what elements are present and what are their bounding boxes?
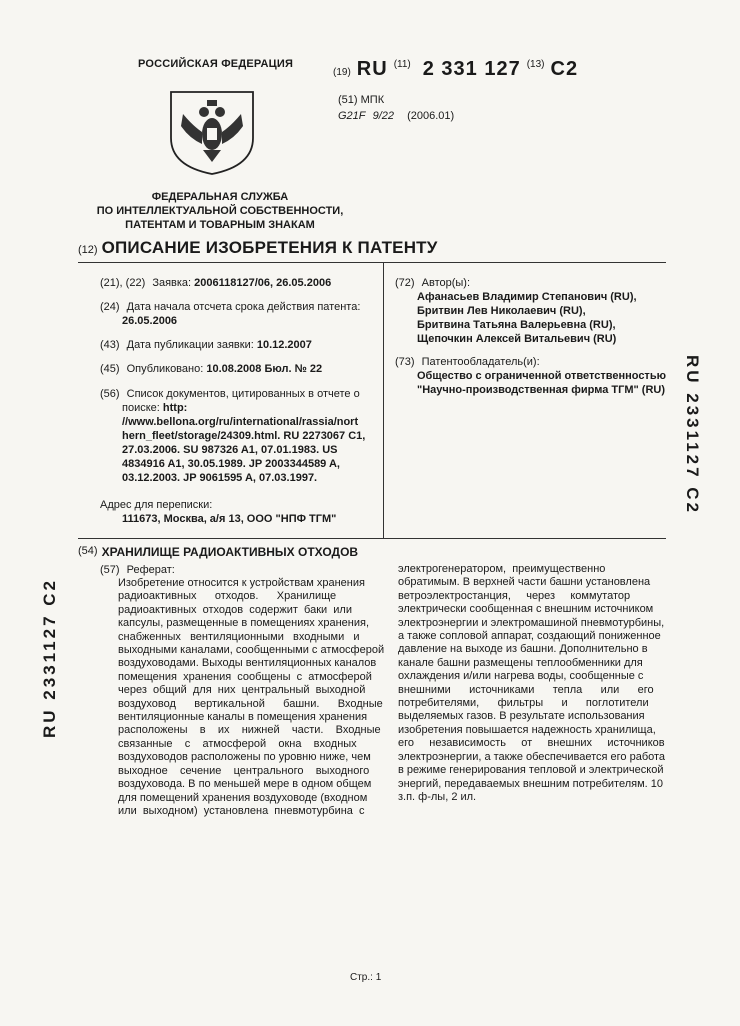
owner-line: "Научно-производственная фирма ТГМ" (RU)	[417, 384, 665, 396]
publication-number	[333, 58, 578, 81]
abstract-line: внешними источниками тепла или его	[398, 683, 654, 696]
inid-code-11: (11)	[393, 59, 411, 70]
field-published	[100, 362, 380, 376]
abstract-line: капсулы, размещенные в помещениях хранения,	[118, 617, 370, 630]
abstract-line: выходное сечение центрального выходного	[118, 764, 370, 777]
abstract-line: канале башни размещены теплообменники для	[398, 656, 643, 669]
agency-line: ФЕДЕРАЛЬНАЯ СЛУЖБА	[151, 191, 289, 203]
ipc-classification	[338, 92, 454, 124]
cited-value-line: 03.12.2003. JP 9061595 A, 07.03.1997.	[122, 472, 318, 484]
country-name: РОССИЙСКАЯ ФЕДЕРАЦИЯ	[138, 58, 294, 70]
inid-code-72: (72)	[395, 277, 415, 289]
ipc-version: (2006.01)	[407, 110, 455, 122]
abstract-line: помещения хранения сообщены с атмосферой	[118, 670, 372, 683]
author-name: Афанасьев Владимир Степанович (RU),	[417, 291, 637, 303]
inid-code-43: (43)	[100, 339, 120, 351]
abstract-line: электроэнергии и электромашиной пневмотурбины,	[398, 616, 665, 629]
abstract-line: радиоактивных отходов. Хранилище	[118, 590, 337, 603]
abstract-line: воздуховод вертикальной башни. Входные	[118, 697, 383, 710]
abstract-line: выходными каналами, сообщенными с атмосферой	[118, 644, 385, 657]
mpk-label: МПК	[360, 94, 385, 106]
abstract-line: снабженных вентиляционными входными и	[118, 630, 360, 643]
side-patent-code-right: RU 2331127 C2	[683, 355, 702, 515]
cited-value-line: 27.03.2006. SU 987326 A1, 07.01.1983. US	[122, 444, 338, 456]
abstract-right-column	[398, 563, 666, 804]
inid-code-56: (56)	[100, 388, 120, 400]
kind-code: C2	[550, 58, 579, 80]
abstract-line: воздуховода. В по меньшей мере в одном общем	[118, 778, 372, 791]
abstract-line: обратимым. В верхней части башни установлена	[398, 576, 651, 589]
column-divider	[383, 262, 384, 538]
cited-label-line: Список документов, цитированных в отчете о	[126, 388, 360, 400]
inid-code-24: (24)	[100, 301, 120, 313]
application-value: 2006118127/06, 26.05.2006	[194, 277, 332, 289]
inid-code-13: (13)	[526, 59, 545, 70]
abstract-line: з.п. ф-лы, 2 ил.	[398, 790, 477, 803]
abstract-line: воздуховодами. Выходы вентиляционных каналов	[118, 657, 377, 670]
agency-name	[80, 190, 360, 232]
abstract-line: в режиме генерирования тепловой и электрической	[398, 764, 664, 777]
term-start-value: 26.05.2006	[122, 315, 178, 327]
field-patent-owner	[395, 355, 667, 397]
country-code: RU	[356, 58, 388, 80]
field-correspondence-address	[100, 498, 382, 526]
abstract-line: а также сопловой аппарат, создающий пониженное	[398, 630, 661, 643]
ipc-group: 9/22	[372, 110, 394, 122]
invention-title-text: ХРАНИЛИЩЕ РАДИОАКТИВНЫХ ОТХОДОВ	[101, 545, 359, 559]
document-title-text: ОПИСАНИЕ ИЗОБРЕТЕНИЯ К ПАТЕНТУ	[101, 238, 438, 257]
cited-label-line: поиске:	[122, 402, 160, 414]
abstract-line: давление на выходе из башни. Дополнительно в	[398, 643, 648, 656]
cited-value-line: //www.bellona.org/ru/international/rassia/nort	[122, 416, 359, 428]
abstract-line: охлаждения и/или нагрева воды, сообщенные с	[398, 670, 644, 683]
publication-value: 10.12.2007	[256, 339, 312, 351]
abstract-line: или выходном) установлена пневмотурбина с	[118, 804, 365, 817]
page-number: Стр.: 1	[350, 972, 382, 983]
abstract-line: потребителями, фильтры и поглотители	[398, 697, 649, 710]
invention-title	[78, 545, 358, 559]
abstract-line: ветроэлектростанция, через коммутатор	[398, 589, 631, 602]
abstract-line: энергий, передаваемых внешним потребителям. 10	[398, 777, 663, 790]
russian-coat-of-arms-icon	[163, 86, 261, 176]
abstract-line: электрогенератором, преимущественно	[398, 563, 606, 575]
field-publication	[100, 338, 380, 352]
cited-value-line: hern_fleet/storage/24309.html. RU 2273067 C1,	[122, 430, 366, 442]
abstract-label: Реферат:	[126, 564, 175, 576]
inid-code-57: (57)	[100, 564, 120, 576]
inid-code-73: (73)	[395, 356, 415, 368]
patent-number: 2 331 127	[422, 58, 521, 80]
fields-divider	[78, 538, 666, 539]
field-authors	[395, 276, 665, 346]
owner-line: Общество с ограниченной ответственностью	[417, 370, 666, 382]
abstract-line: изобретения повышается надежность хранилища,	[398, 723, 656, 736]
inid-code-45: (45)	[100, 363, 120, 375]
abstract-line: для помещений хранения воздуховоде (входном	[118, 791, 368, 804]
abstract-line: электроэнергии, а также обеспечивается его работа	[398, 750, 666, 763]
inid-code-12: (12)	[78, 244, 98, 256]
abstract-line: через общий для них центральный выходной	[118, 684, 366, 697]
abstract-line: выделяемых газов. В результате использования	[398, 710, 645, 723]
abstract-line: воздуховодов расположены по уровню ниже, чем	[118, 751, 371, 764]
agency-line: ПО ИНТЕЛЛЕКТУАЛЬНОЙ СОБСТВЕННОСТИ,	[96, 205, 344, 217]
document-title	[78, 238, 438, 258]
abstract-line: радиоактивных отходов содержит баки или	[118, 603, 352, 616]
abstract-line: вентиляционные каналы в помещения хранения	[118, 711, 368, 724]
author-name: Бритвина Татьяна Валерьевна (RU),	[417, 319, 616, 331]
authors-label: Автор(ы):	[421, 277, 471, 289]
abstract-heading	[100, 563, 175, 577]
inid-code-19: (19)	[333, 67, 351, 78]
author-name: Бритвин Лев Николаевич (RU),	[417, 305, 586, 317]
author-name: Щепочкин Алексей Витальевич (RU)	[417, 333, 617, 345]
abstract-line: связанные с атмосферой окна входных	[118, 737, 357, 750]
abstract-line: электрически сообщенная с внешним источником	[398, 603, 654, 616]
term-start-label: Дата начала отсчета срока действия патента:	[126, 301, 361, 313]
address-value: 111673, Москва, а/я 13, ООО "НПФ ТГМ"	[122, 513, 337, 525]
field-term-start	[100, 300, 382, 328]
field-cited-documents	[100, 387, 382, 485]
inid-code-54: (54)	[78, 545, 98, 557]
cited-value-line: http:	[162, 402, 188, 414]
publication-label: Дата публикации заявки:	[126, 339, 254, 351]
address-label: Адрес для переписки:	[100, 499, 213, 511]
published-label: Опубликовано:	[126, 363, 204, 375]
title-divider	[78, 262, 666, 263]
ipc-class: G21F	[338, 110, 366, 122]
abstract-line: расположены в их нижней части. Входные	[118, 724, 381, 737]
field-application	[100, 276, 380, 290]
agency-line: ПАТЕНТАМ И ТОВАРНЫМ ЗНАКАМ	[125, 219, 315, 231]
abstract-line: Изобретение относится к устройствам хранения	[118, 577, 365, 589]
cited-value-line: 4834916 A1, 30.05.1989. JP 2003344589 A,	[122, 458, 340, 470]
inid-code-21-22: (21), (22)	[100, 277, 146, 289]
inid-code-51: (51)	[338, 94, 358, 106]
published-value: 10.08.2008 Бюл. № 22	[206, 363, 323, 375]
abstract-left-column	[118, 577, 385, 818]
side-patent-code-left: RU 2331127 C2	[40, 578, 59, 738]
abstract-line: его независимость от внешних источников	[398, 737, 665, 750]
owner-label: Патентообладатель(и):	[421, 356, 540, 368]
application-label: Заявка:	[152, 277, 192, 289]
